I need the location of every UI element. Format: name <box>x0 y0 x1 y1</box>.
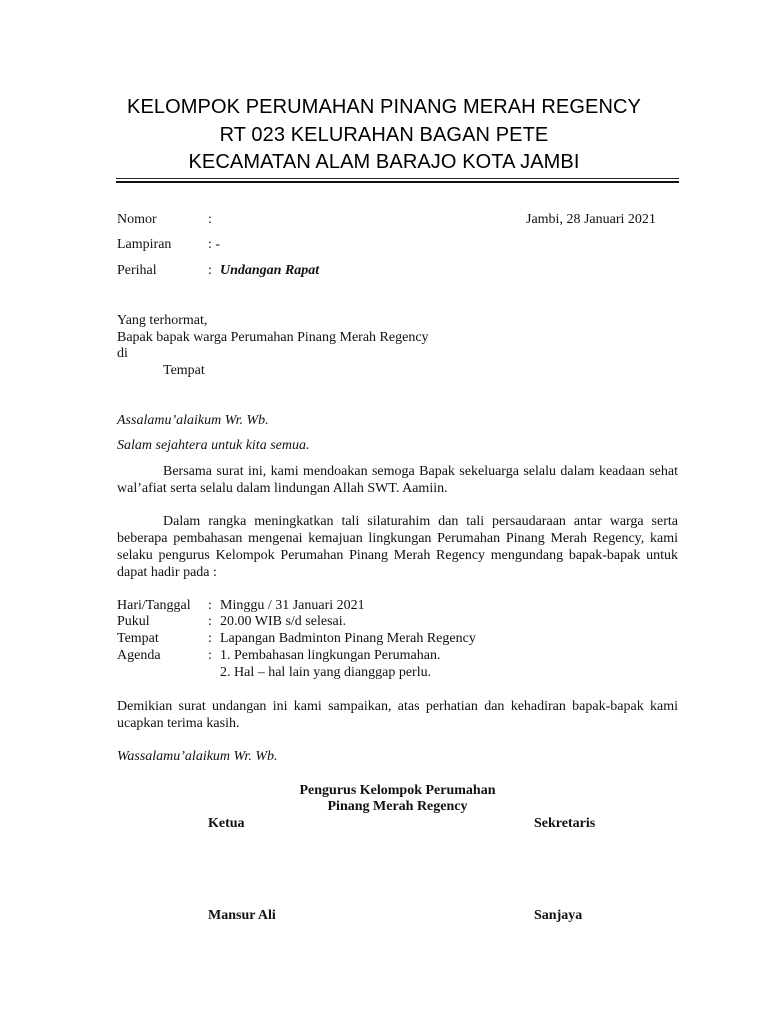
perihal-separator: : <box>208 263 212 278</box>
signature-left-title: Ketua <box>208 816 245 831</box>
addressee-line-3: di <box>117 346 128 361</box>
addressee-line-2: Bapak bapak warga Perumahan Pinang Merah Regency <box>117 330 429 345</box>
detail-label: Pukul <box>117 614 150 629</box>
body-paragraph-2: Dalam rangka meningkatkan tali silaturahim dan tali persaudaraan antar warga serta beberapa pembahasan mengenai kemajuan lingkungan Perumahan Pinang Merah Regency, kami selaku pengurus Kelompok Perumahan Pinang Merah Regency mengundang bapak-bapak untuk dapat hadir pada : <box>117 514 678 580</box>
nomor-separator: : <box>208 212 212 227</box>
nomor-label: Nomor <box>117 212 157 227</box>
letterhead-line-2: RT 023 KELURAHAN BAGAN PETE <box>219 124 549 146</box>
closing-paragraph: Demikian surat undangan ini kami sampaikan, atas perhatian dan kehadiran bapak-bapak kami ucapkan terima kasih. <box>117 699 678 731</box>
detail-value: 1. Pembahasan lingkungan Perumahan. <box>220 648 441 663</box>
lampiran-value: : - <box>208 237 221 252</box>
opening-greeting: Salam sejahtera untuk kita semua. <box>117 438 310 453</box>
perihal-label: Perihal <box>117 263 157 278</box>
signature-right-name: Sanjaya <box>534 908 583 923</box>
lampiran-label: Lampiran <box>117 237 172 252</box>
opening-salam: Assalamu’alaikum Wr. Wb. <box>117 413 269 428</box>
detail-separator: : <box>208 631 212 646</box>
letterhead-line-3: KECAMATAN ALAM BARAJO KOTA JAMBI <box>188 151 580 173</box>
signature-org-line-1: Pengurus Kelompok Perumahan <box>299 783 496 798</box>
signature-org-line-2: Pinang Merah Regency <box>327 799 468 814</box>
detail-value: Minggu / 31 Januari 2021 <box>220 598 365 613</box>
body-paragraph-1: Bersama surat ini, kami mendoakan semoga Bapak sekeluarga selalu dalam keadaan sehat wal’afiat serta selalu dalam lindungan Allah SWT. Aamiin. <box>117 464 678 496</box>
detail-separator: : <box>208 614 212 629</box>
perihal-value: Undangan Rapat <box>220 263 320 278</box>
agenda-item-2: 2. Hal – hal lain yang dianggap perlu. <box>220 665 432 680</box>
detail-separator: : <box>208 648 212 663</box>
detail-label: Tempat <box>117 631 159 646</box>
letterhead-rule-thin <box>116 178 679 179</box>
detail-value: 20.00 WIB s/d selesai. <box>220 614 347 629</box>
letterhead-rule-thick <box>116 181 679 183</box>
detail-value: Lapangan Badminton Pinang Merah Regency <box>220 631 476 646</box>
letter-date: Jambi, 28 Januari 2021 <box>526 212 656 227</box>
letterhead-line-1: KELOMPOK PERUMAHAN PINANG MERAH REGENCY <box>127 96 641 118</box>
detail-label: Agenda <box>117 648 161 663</box>
addressee-line-4: Tempat <box>163 363 205 378</box>
addressee-line-1: Yang terhormat, <box>117 313 208 328</box>
detail-separator: : <box>208 598 212 613</box>
detail-label: Hari/Tanggal <box>117 598 191 613</box>
closing-salam: Wassalamu’alaikum Wr. Wb. <box>117 749 278 764</box>
signature-left-name: Mansur Ali <box>208 908 276 923</box>
signature-right-title: Sekretaris <box>534 816 596 831</box>
